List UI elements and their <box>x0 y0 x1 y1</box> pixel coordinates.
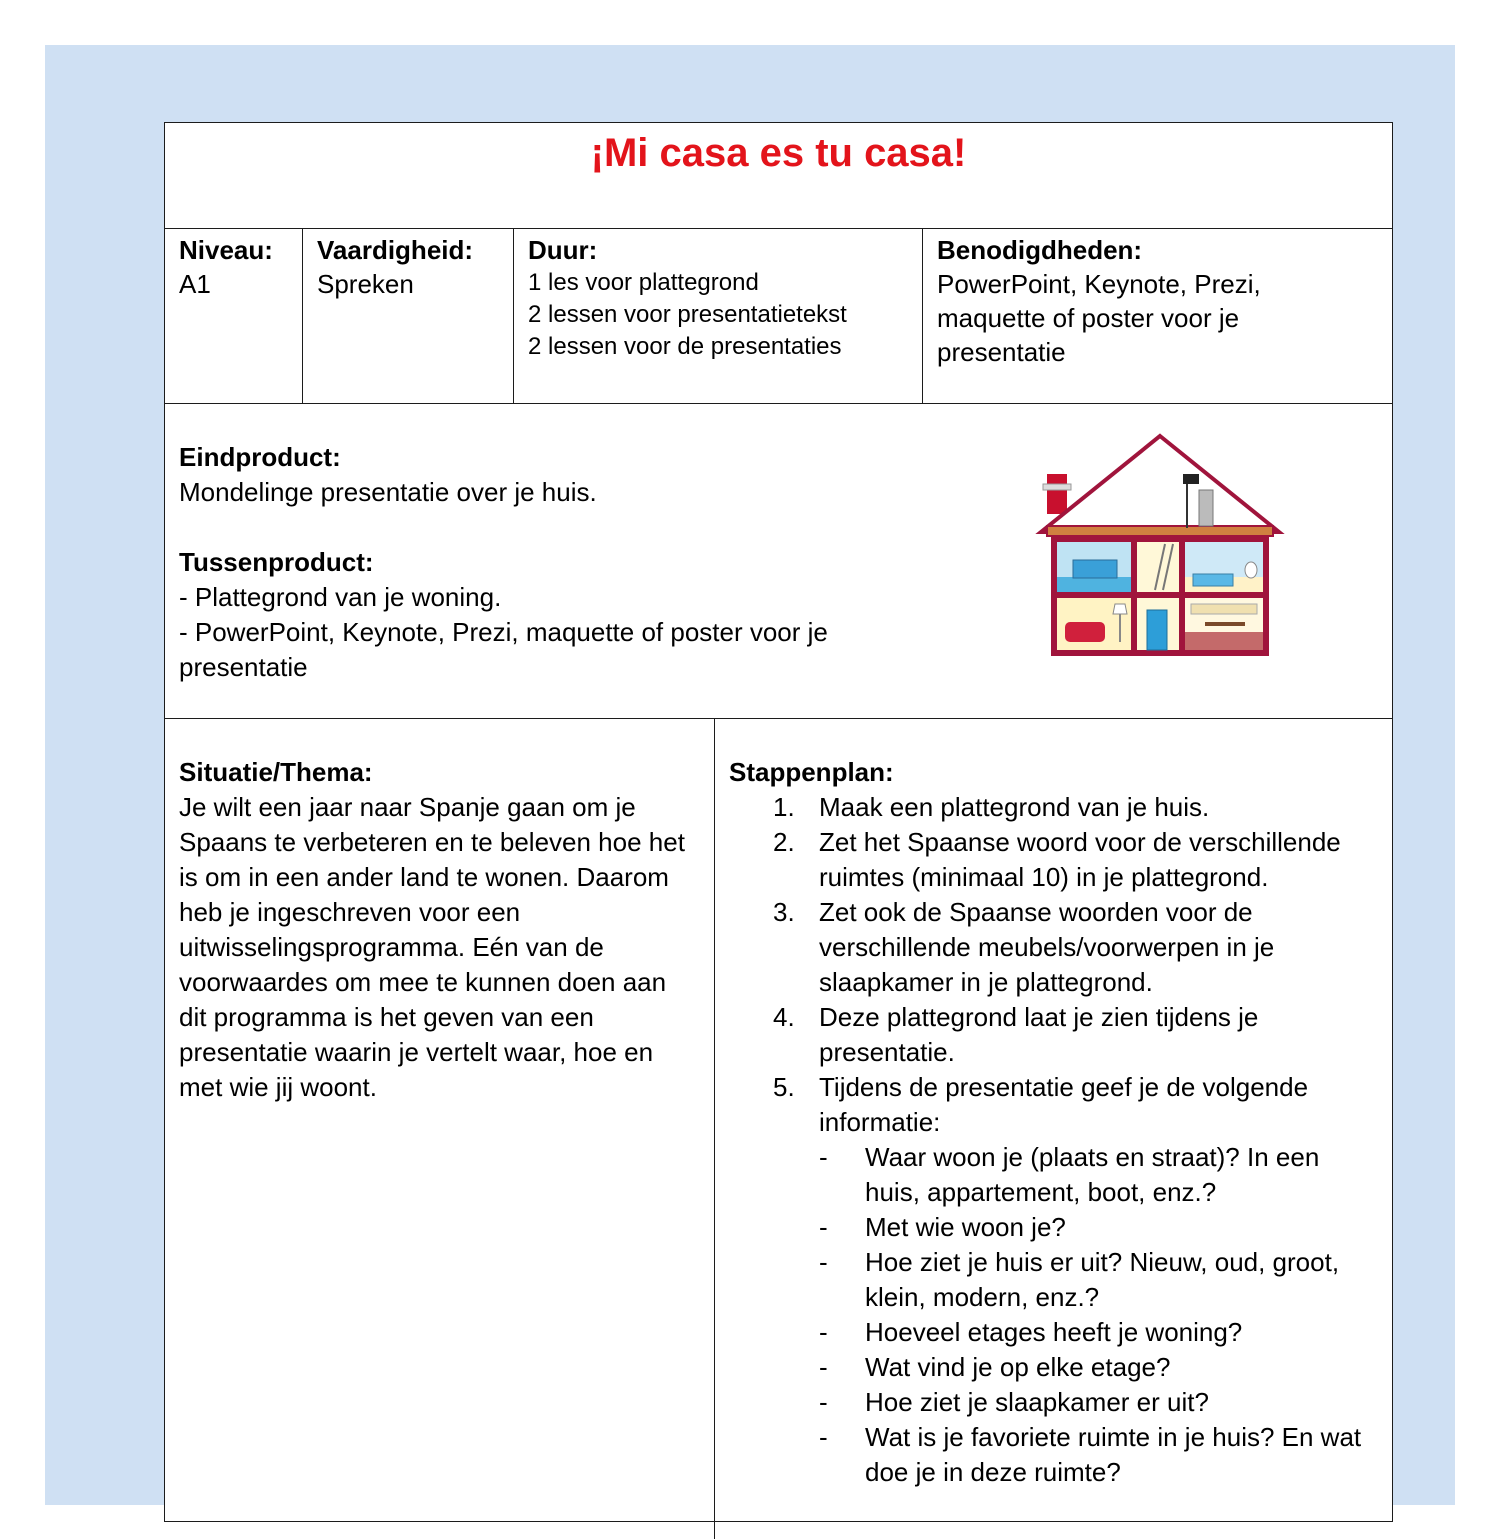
duur-cell <box>513 229 922 403</box>
situatie-label: Situatie/Thema: <box>179 757 373 787</box>
stappenplan-label: Stappenplan: <box>729 757 894 787</box>
step-item: 3. Zet ook de Spaanse woorden voor de verschillende meubels/voorwerpen in je slaapkamer in je plattegrond. <box>773 897 1275 997</box>
vaardigheid-label: Vaardigheid: <box>317 235 474 265</box>
bottom-row <box>165 719 1392 1539</box>
benodigdheden-label: Benodigdheden: <box>937 235 1143 265</box>
step-item: 5. Tijdens de presentatie geef je de volgende informatie: <box>773 1072 1309 1137</box>
product-row <box>165 404 1392 719</box>
page-title: ¡Mi casa es tu casa! <box>590 131 967 175</box>
question-item: - Hoe ziet je huis er uit? Nieuw, oud, groot, klein, modern, enz.? <box>819 1247 1340 1312</box>
info-row <box>165 229 1392 404</box>
question-item: - Wat is je favoriete ruimte in je huis? En wat doe je in deze ruimte? <box>819 1422 1362 1487</box>
question-item: - Hoeveel etages heeft je woning? <box>819 1317 1243 1347</box>
niveau-label: Niveau: <box>179 235 273 265</box>
eindproduct-value: Mondelinge presentatie over je huis. <box>179 477 597 507</box>
duur-line: 2 lessen voor de presentaties <box>528 333 842 360</box>
house-cutaway-illustration <box>1035 432 1285 660</box>
duur-line: 2 lessen voor presentatietekst <box>528 301 847 328</box>
lesson-card <box>164 122 1393 1522</box>
benodigdheden-value: PowerPoint, Keynote, Prezi, maquette of poster voor je presentatie <box>937 269 1261 367</box>
step-item: 2. Zet het Spaanse woord voor de verschillende ruimtes (minimaal 10) in je plattegrond. <box>773 827 1341 892</box>
benodigdheden-cell <box>922 229 1394 403</box>
title-row <box>165 123 1392 229</box>
vaardigheid-cell <box>302 229 513 403</box>
duur-label: Duur: <box>528 235 598 265</box>
questions-list <box>729 1140 1380 1490</box>
duur-line: 1 les voor plattegrond <box>528 269 759 296</box>
vaardigheid-value: Spreken <box>317 269 414 299</box>
eindproduct-label: Eindproduct: <box>179 442 341 472</box>
question-item: - Waar woon je (plaats en straat)? In een huis, appartement, boot, enz.? <box>819 1142 1320 1207</box>
question-item: - Wat vind je op elke etage? <box>819 1352 1171 1382</box>
step-item: 4. Deze plattegrond laat je zien tijdens je presentatie. <box>773 1002 1259 1067</box>
step-item: 1. Maak een plattegrond van je huis. <box>773 792 1210 822</box>
tussenproduct-label: Tussenproduct: <box>179 547 374 577</box>
question-item: - Met wie woon je? <box>819 1212 1066 1242</box>
niveau-cell <box>165 229 302 403</box>
tussenproduct-line: - Plattegrond van je woning. <box>179 582 502 612</box>
niveau-value: A1 <box>179 269 211 299</box>
stappenplan-column <box>715 719 1394 1539</box>
situatie-text: Je wilt een jaar naar Spanje gaan om je Spaans te verbeteren en te beleven hoe het is om in een ander land te wonen. Daarom heb je ingeschreven voor een uitwisselingsprogramma. Eén van de voorwaardes om mee te kunnen doen aan dit programma is het geven van een presentatie waarin je vertelt waar, hoe en met wie jij woont. <box>179 792 685 1102</box>
question-item: - Hoe ziet je slaapkamer er uit? <box>819 1387 1209 1417</box>
situatie-column <box>165 719 715 1539</box>
tussenproduct-line: - PowerPoint, Keynote, Prezi, maquette of poster voor je presentatie <box>179 617 828 682</box>
steps-list <box>729 790 1380 1140</box>
